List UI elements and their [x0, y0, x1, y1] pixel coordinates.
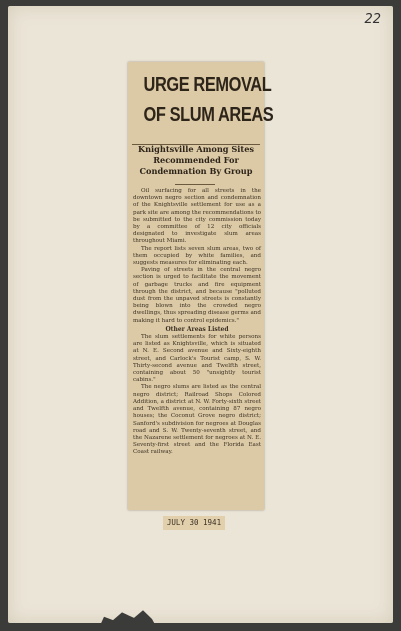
paragraph-4: The slum settlements for white persons are listed as Knightsville, which is situated at N. E. Second avenue and Sixty-eighth street, and Carlock's Tourist camp, S. W. Thirty-second avenue and Twelfth street, containing about 50 "unsightly tourist cabins." — [133, 334, 261, 384]
subheadline: Knightsville Among Sites Recommended For Condemnation By Group — [137, 144, 255, 176]
page-number: 22 — [364, 12, 381, 27]
article-body — [133, 188, 261, 457]
paragraph-3: Paving of streets in the central negro section is urged to facilitate the movement of garbage trucks and fire equipment through the district, and because "polluted dust from the unpaved streets is constantly being blown into the crowded negro dwellings, thus spreading disease germs and making it hard to control epidemics." — [133, 267, 261, 324]
divider-rule — [175, 184, 215, 185]
paragraph-5: The negro slums are listed as the central negro district; Railroad Shops Colored Addition, a district at N. W. Forty-sixth street and Twelfth avenue, containing 87 negro houses; the Coconut Grove negro district; Sanford's subdivision for negroes at Douglas road and S. W. Twenty-seventh street, and the Nazarene settlement for negroes at N. E. Seventy-first street and the Florida East Coast railway. — [133, 384, 261, 456]
headline-line-1: URGE REMOVAL — [143, 74, 272, 96]
headline-line-2: OF SLUM AREAS — [143, 104, 274, 126]
paragraph-2: The report lists seven slum areas, two of them occupied by white families, and suggests measures for eliminating each. — [133, 245, 261, 267]
torn-edge — [98, 608, 158, 630]
paragraph-1: Oil surfacing for all streets in the downtown negro section and condemnation of the Knightsville settlement for use as a park site are among the recommendations to be submitted to the city commission today by a committee of 12 city officials designated to investigate slum areas throughout Miami. — [133, 188, 261, 245]
headline-block — [132, 64, 274, 145]
section-heading: Other Areas Listed — [165, 325, 229, 333]
date-stamp: JULY 30 1941 — [163, 516, 225, 530]
